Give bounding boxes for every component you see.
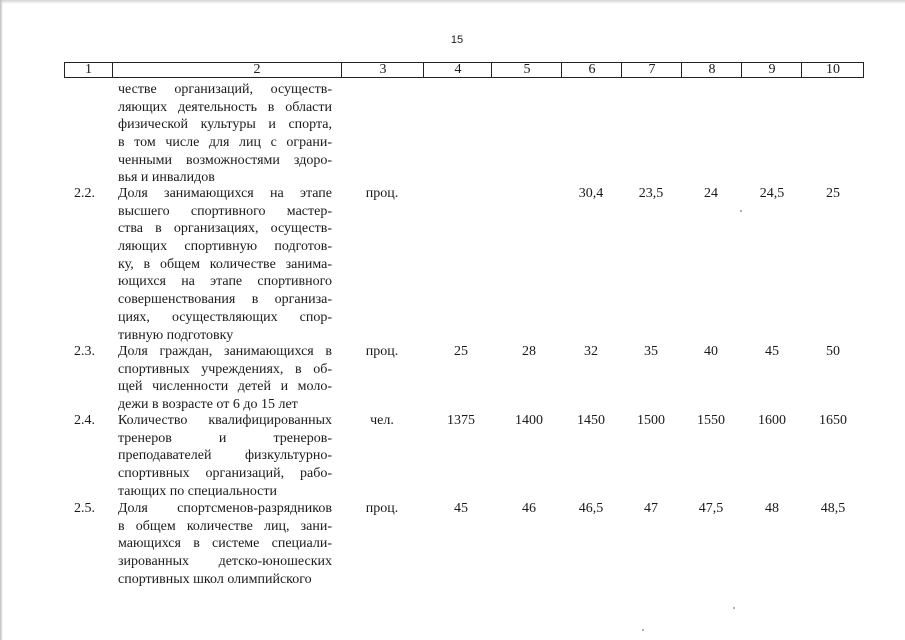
row-description [118, 500, 332, 588]
value-col-6: 30,4 [578, 186, 604, 201]
header-col-9: 9 [741, 63, 802, 77]
description-line: тающих по специальности [118, 483, 278, 499]
description-line: мающихся в системе специали- [118, 536, 332, 552]
value-col-6: 46,5 [578, 501, 604, 516]
row-number: 2.3. [74, 344, 95, 359]
value-col-5: 1400 [515, 413, 543, 428]
scan-edge-left [0, 0, 3, 640]
header-col-7: 7 [621, 63, 682, 77]
row-unit: проц. [365, 501, 399, 516]
value-col-9: 1600 [758, 413, 786, 428]
description-line: ющихся на этапе спортивного [118, 274, 332, 290]
description-line: ства в организациях, осуществ- [118, 221, 332, 237]
value-col-10: 50 [826, 344, 840, 359]
row-unit: чел. [370, 413, 394, 428]
description-line: спортивных учреждениях, в об- [118, 361, 332, 377]
header-col-3: 3 [341, 63, 424, 77]
value-col-7: 23,5 [638, 186, 664, 201]
value-col-7: 47 [644, 501, 658, 516]
description-line: физической культуры и спорта, [118, 117, 332, 133]
header-col-6: 6 [561, 63, 622, 77]
value-col-8: 40 [704, 344, 718, 359]
value-col-10: 1650 [819, 413, 847, 428]
row-number: 2.5. [74, 501, 95, 516]
description-line: Доля занимающихся на этапе [118, 186, 332, 201]
description-line: спортивных школ олимпийского [118, 571, 312, 587]
header-col-2: 2 [112, 63, 401, 77]
row-unit: проц. [365, 344, 399, 359]
row-description [118, 343, 332, 414]
value-col-8: 1550 [697, 413, 725, 428]
header-col-4: 4 [423, 63, 492, 77]
value-col-7: 1500 [637, 413, 665, 428]
description-line: зированных детско-юношеских [118, 554, 332, 570]
value-col-7: 35 [644, 344, 658, 359]
description-line: совершенствования в организа- [118, 292, 332, 308]
row-number: 2.4. [74, 413, 95, 428]
row-description [118, 185, 332, 344]
description-line: ку, в общем количестве занима- [118, 256, 332, 272]
value-col-4: 1375 [447, 413, 475, 428]
description-line: честве организаций, осуществ- [118, 82, 332, 97]
scan-speck [642, 629, 644, 631]
value-col-8: 47,5 [698, 501, 724, 516]
value-col-5: 28 [522, 344, 536, 359]
value-col-9: 24,5 [759, 186, 785, 201]
description-line: ляющих спортивную подготов- [118, 239, 332, 255]
scan-speck [740, 210, 742, 212]
value-col-10: 48,5 [820, 501, 846, 516]
value-col-5: 46 [522, 501, 536, 516]
description-line: спортивных организаций, рабо- [118, 466, 332, 482]
header-col-5: 5 [491, 63, 562, 77]
table-header-row [64, 62, 864, 78]
value-col-10: 25 [826, 186, 840, 201]
value-col-4: 45 [454, 501, 468, 516]
description-line: тивную подготовку [118, 327, 234, 343]
row-unit: проц. [365, 186, 399, 201]
description-line: дежи в возрасте от 6 до 15 лет [118, 397, 298, 413]
value-col-4: 25 [454, 344, 468, 359]
value-col-9: 45 [765, 344, 779, 359]
description-line: щей численности детей и моло- [118, 379, 332, 395]
description-line: в том числе для лиц с ограни- [118, 135, 332, 151]
scan-speck [733, 607, 735, 609]
description-line: Доля граждан, занимающихся в [118, 344, 332, 359]
header-col-10: 10 [801, 63, 864, 77]
description-line: циях, осуществляющих спор- [118, 309, 332, 325]
description-line: преподавателей физкультурно- [118, 448, 332, 464]
value-col-9: 48 [765, 501, 779, 516]
description-line: ченными возможностями здоро- [118, 152, 332, 168]
value-col-6: 1450 [577, 413, 605, 428]
scan-edge-top [0, 0, 905, 4]
description-line: ляющих деятельность в области [118, 99, 332, 115]
continuation-description [118, 81, 332, 187]
description-line: высшего спортивного мастер- [118, 203, 332, 219]
description-line: вья и инвалидов [118, 170, 215, 186]
value-col-6: 32 [584, 344, 598, 359]
row-number: 2.2. [74, 186, 95, 201]
description-line: Доля спортсменов-разрядников [118, 501, 332, 516]
description-line: тренеров и тренеров- [118, 430, 332, 446]
description-line: Количество квалифицированных [118, 413, 332, 428]
description-line: в общем количестве лиц, зани- [118, 518, 332, 534]
header-col-1: 1 [85, 62, 92, 77]
value-col-8: 24 [704, 186, 718, 201]
page-number: 15 [450, 34, 464, 46]
header-col-8: 8 [681, 63, 742, 77]
row-description [118, 412, 332, 500]
